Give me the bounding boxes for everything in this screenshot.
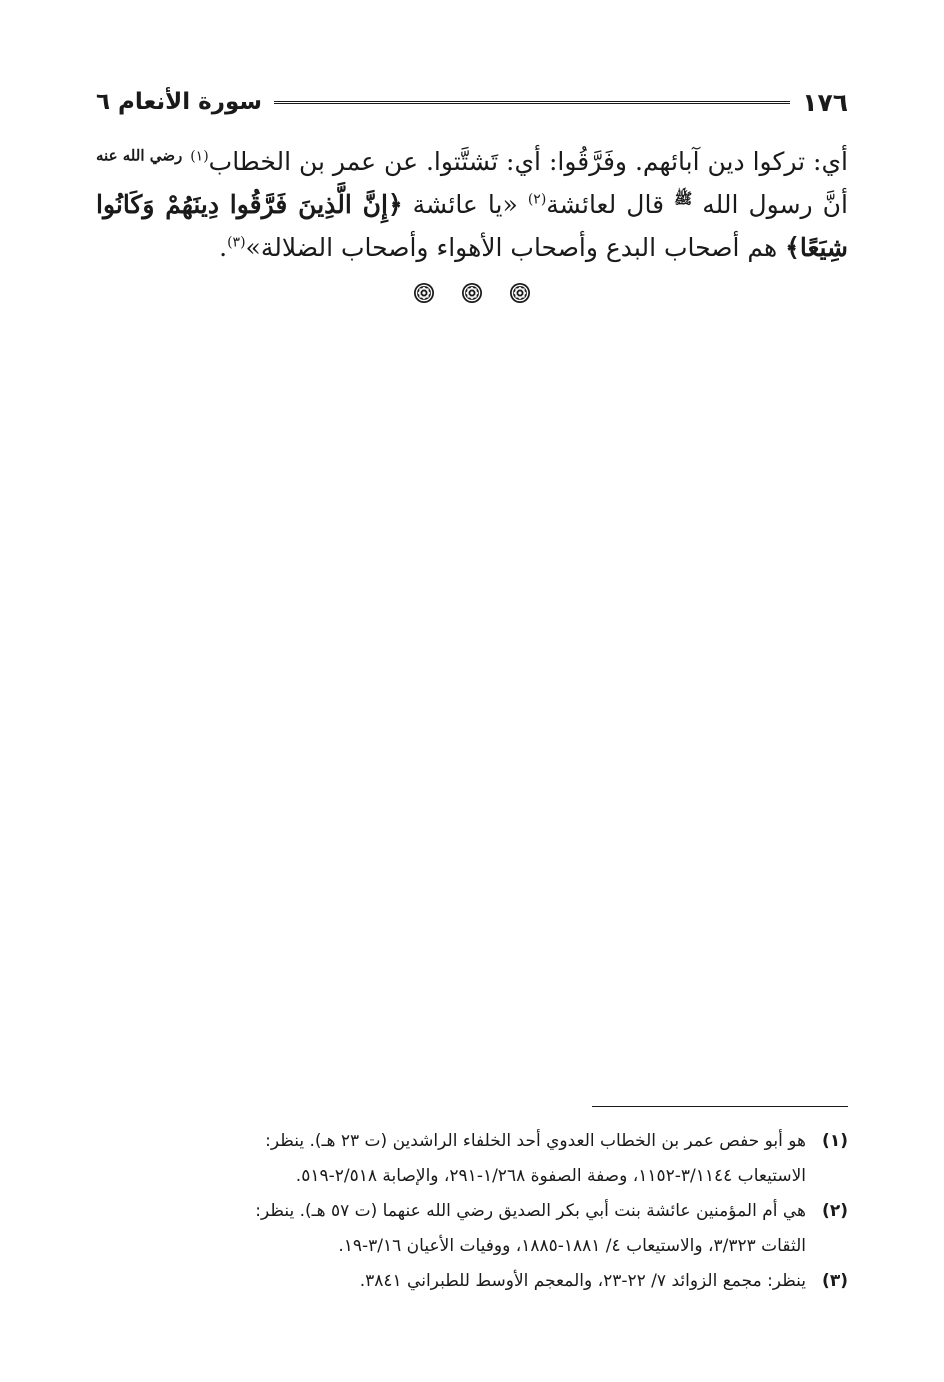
footnote-line: هي أم المؤمنين عائشة بنت أبي بكر الصديق رضي الله عنهما (ت ٥٧ هـ). ينظر: [255, 1201, 806, 1221]
page-number: ١٧٦ [802, 87, 848, 117]
header-rule [274, 101, 790, 104]
honorific-radiallahu: رضي الله عنه [96, 146, 183, 165]
ornament-icon [413, 282, 435, 304]
footnote-2 [96, 1194, 848, 1264]
honorific-salawat: ﷺ [674, 189, 693, 208]
body-segment: أي: تركوا دين آبائهم. وفَرَّقُوا: أي: تَشتَّتوا. عن عمر بن الخطاب [208, 147, 848, 176]
body-paragraph [96, 140, 848, 269]
footnote-number: (٢) [822, 1201, 848, 1221]
footnote-line: الاستيعاب ٣/١١٤٤-١١٥٢، وصفة الصفوة ١/٢٦٨-٢٩١، والإصابة ٢/٥١٨-٥١٩. [295, 1166, 806, 1186]
body-segment: «يا عائشة [402, 190, 528, 219]
footnotes [96, 1124, 848, 1299]
footnote-number: (٣) [822, 1271, 848, 1291]
footnote-text [96, 1124, 806, 1194]
ornament-icon [509, 282, 531, 304]
footnote-1 [96, 1124, 848, 1194]
footnote-line: الثقات ٣/٣٢٣، والاستيعاب ٤/ ١٨٨١-١٨٨٥، ووفيات الأعيان ٣/١٦-١٩. [338, 1236, 806, 1256]
body-segment: هم أصحاب البدع وأصحاب الأهواء وأصحاب الضلالة» [245, 233, 786, 262]
body-segment: . [219, 233, 228, 262]
footnote-3 [96, 1264, 848, 1299]
surah-title: سورة الأنعام ٦ [96, 89, 263, 115]
footnote-ref-1[interactable]: (١) [190, 148, 209, 165]
footnote-text [96, 1264, 806, 1299]
footnote-ref-3[interactable]: (٣) [227, 234, 246, 251]
footnote-separator [592, 1106, 848, 1107]
footnote-line: ينظر: مجمع الزوائد ٧/ ٢٢-٢٣، والمعجم الأوسط للطبراني ٣٨٤١. [359, 1271, 806, 1291]
body-segment: قال لعائشة [546, 190, 675, 219]
body-segment: أنَّ رسول الله [692, 190, 848, 219]
section-ornaments [0, 282, 944, 306]
page-header [96, 82, 848, 122]
ornament-icon [461, 282, 483, 304]
quran-verse: ﴿إِنَّ الَّذِينَ فَرَّقُوا دِينَهُمْ وَكَانُوا شِيَعًا﴾ [96, 190, 848, 262]
body-text [96, 140, 848, 269]
footnote-ref-2[interactable]: (٢) [527, 191, 547, 208]
footnote-line: هو أبو حفص عمر بن الخطاب العدوي أحد الخلفاء الراشدين (ت ٢٣ هـ). ينظر: [265, 1131, 806, 1151]
footnote-number: (١) [822, 1131, 848, 1151]
footnote-text [96, 1194, 806, 1264]
